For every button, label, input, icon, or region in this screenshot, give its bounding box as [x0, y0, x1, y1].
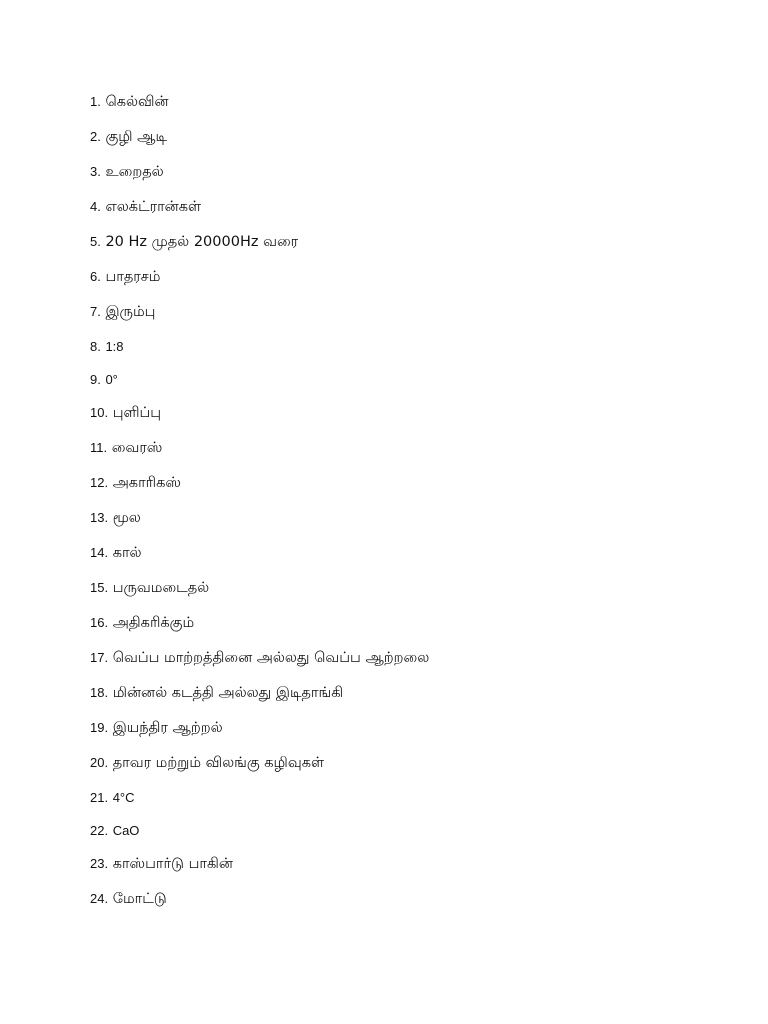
list-item	[90, 612, 730, 647]
item-text: மின்னல் கடத்தி அல்லது இடிதாங்கி	[112, 685, 344, 701]
list-item	[90, 820, 730, 853]
item-text: கெல்வின்	[105, 94, 169, 110]
list-item	[90, 717, 730, 752]
item-text: வெப்ப மாற்றத்தினை அல்லது வெப்ப ஆற்றலை	[112, 650, 430, 666]
list-item	[90, 682, 730, 717]
item-number: 1.	[90, 94, 101, 109]
item-number: 5.	[90, 234, 101, 249]
item-number: 8.	[90, 339, 101, 354]
item-text: மோட்டு	[112, 891, 167, 907]
list-item	[90, 91, 730, 126]
item-text: அகாரிகஸ்	[112, 475, 181, 491]
list-item	[90, 231, 730, 266]
list-item	[90, 472, 730, 507]
list-item	[90, 336, 730, 369]
list-item	[90, 196, 730, 231]
item-number: 20.	[90, 755, 109, 770]
item-text: 4°C	[112, 790, 135, 805]
list-item	[90, 888, 730, 923]
item-number: 23.	[90, 856, 109, 871]
item-text: மூல	[112, 510, 141, 526]
list-item	[90, 266, 730, 301]
item-text: புளிப்பு	[112, 405, 162, 421]
item-text: பாதரசம்	[105, 269, 161, 285]
item-text: CaO	[112, 823, 140, 838]
item-number: 18.	[90, 685, 109, 700]
item-number: 13.	[90, 510, 109, 525]
item-number: 15.	[90, 580, 109, 595]
list-item	[90, 647, 730, 682]
item-number: 6.	[90, 269, 101, 284]
item-text: காஸ்பார்டு பாகின்	[112, 856, 233, 872]
list-item	[90, 577, 730, 612]
list-item	[90, 437, 730, 472]
item-number: 16.	[90, 615, 109, 630]
list-item	[90, 301, 730, 336]
answer-list	[90, 91, 730, 923]
list-item	[90, 752, 730, 787]
item-number: 21.	[90, 790, 109, 805]
item-number: 3.	[90, 164, 101, 179]
item-text: 0°	[105, 372, 118, 387]
item-text: கால்	[112, 545, 142, 561]
item-text: 20 Hz முதல் 20000Hz வரை	[105, 234, 299, 250]
item-text: தாவர மற்றும் விலங்கு கழிவுகள்	[112, 755, 325, 771]
list-item	[90, 126, 730, 161]
item-text: இரும்பு	[105, 304, 156, 320]
item-number: 24.	[90, 891, 109, 906]
item-number: 10.	[90, 405, 109, 420]
item-number: 4.	[90, 199, 101, 214]
item-number: 17.	[90, 650, 109, 665]
item-text: அதிகரிக்கும்	[112, 615, 195, 631]
item-number: 22.	[90, 823, 109, 838]
item-text: எலக்ட்ரான்கள்	[105, 199, 202, 215]
list-item	[90, 369, 730, 402]
list-item	[90, 402, 730, 437]
item-text: உறைதல்	[105, 164, 164, 180]
item-number: 19.	[90, 720, 109, 735]
item-text: குழி ஆடி	[105, 129, 168, 145]
item-number: 12.	[90, 475, 109, 490]
item-number: 14.	[90, 545, 109, 560]
list-item	[90, 542, 730, 577]
item-text: வைரஸ்	[111, 440, 163, 456]
item-text: இயந்திர ஆற்றல்	[112, 720, 223, 736]
item-text: 1:8	[105, 339, 124, 354]
item-number: 2.	[90, 129, 101, 144]
list-item	[90, 853, 730, 888]
item-number: 11.	[90, 440, 108, 455]
item-text: பருவமடைதல்	[112, 580, 210, 596]
list-item	[90, 787, 730, 820]
item-number: 9.	[90, 372, 101, 387]
list-item	[90, 507, 730, 542]
item-number: 7.	[90, 304, 101, 319]
list-item	[90, 161, 730, 196]
